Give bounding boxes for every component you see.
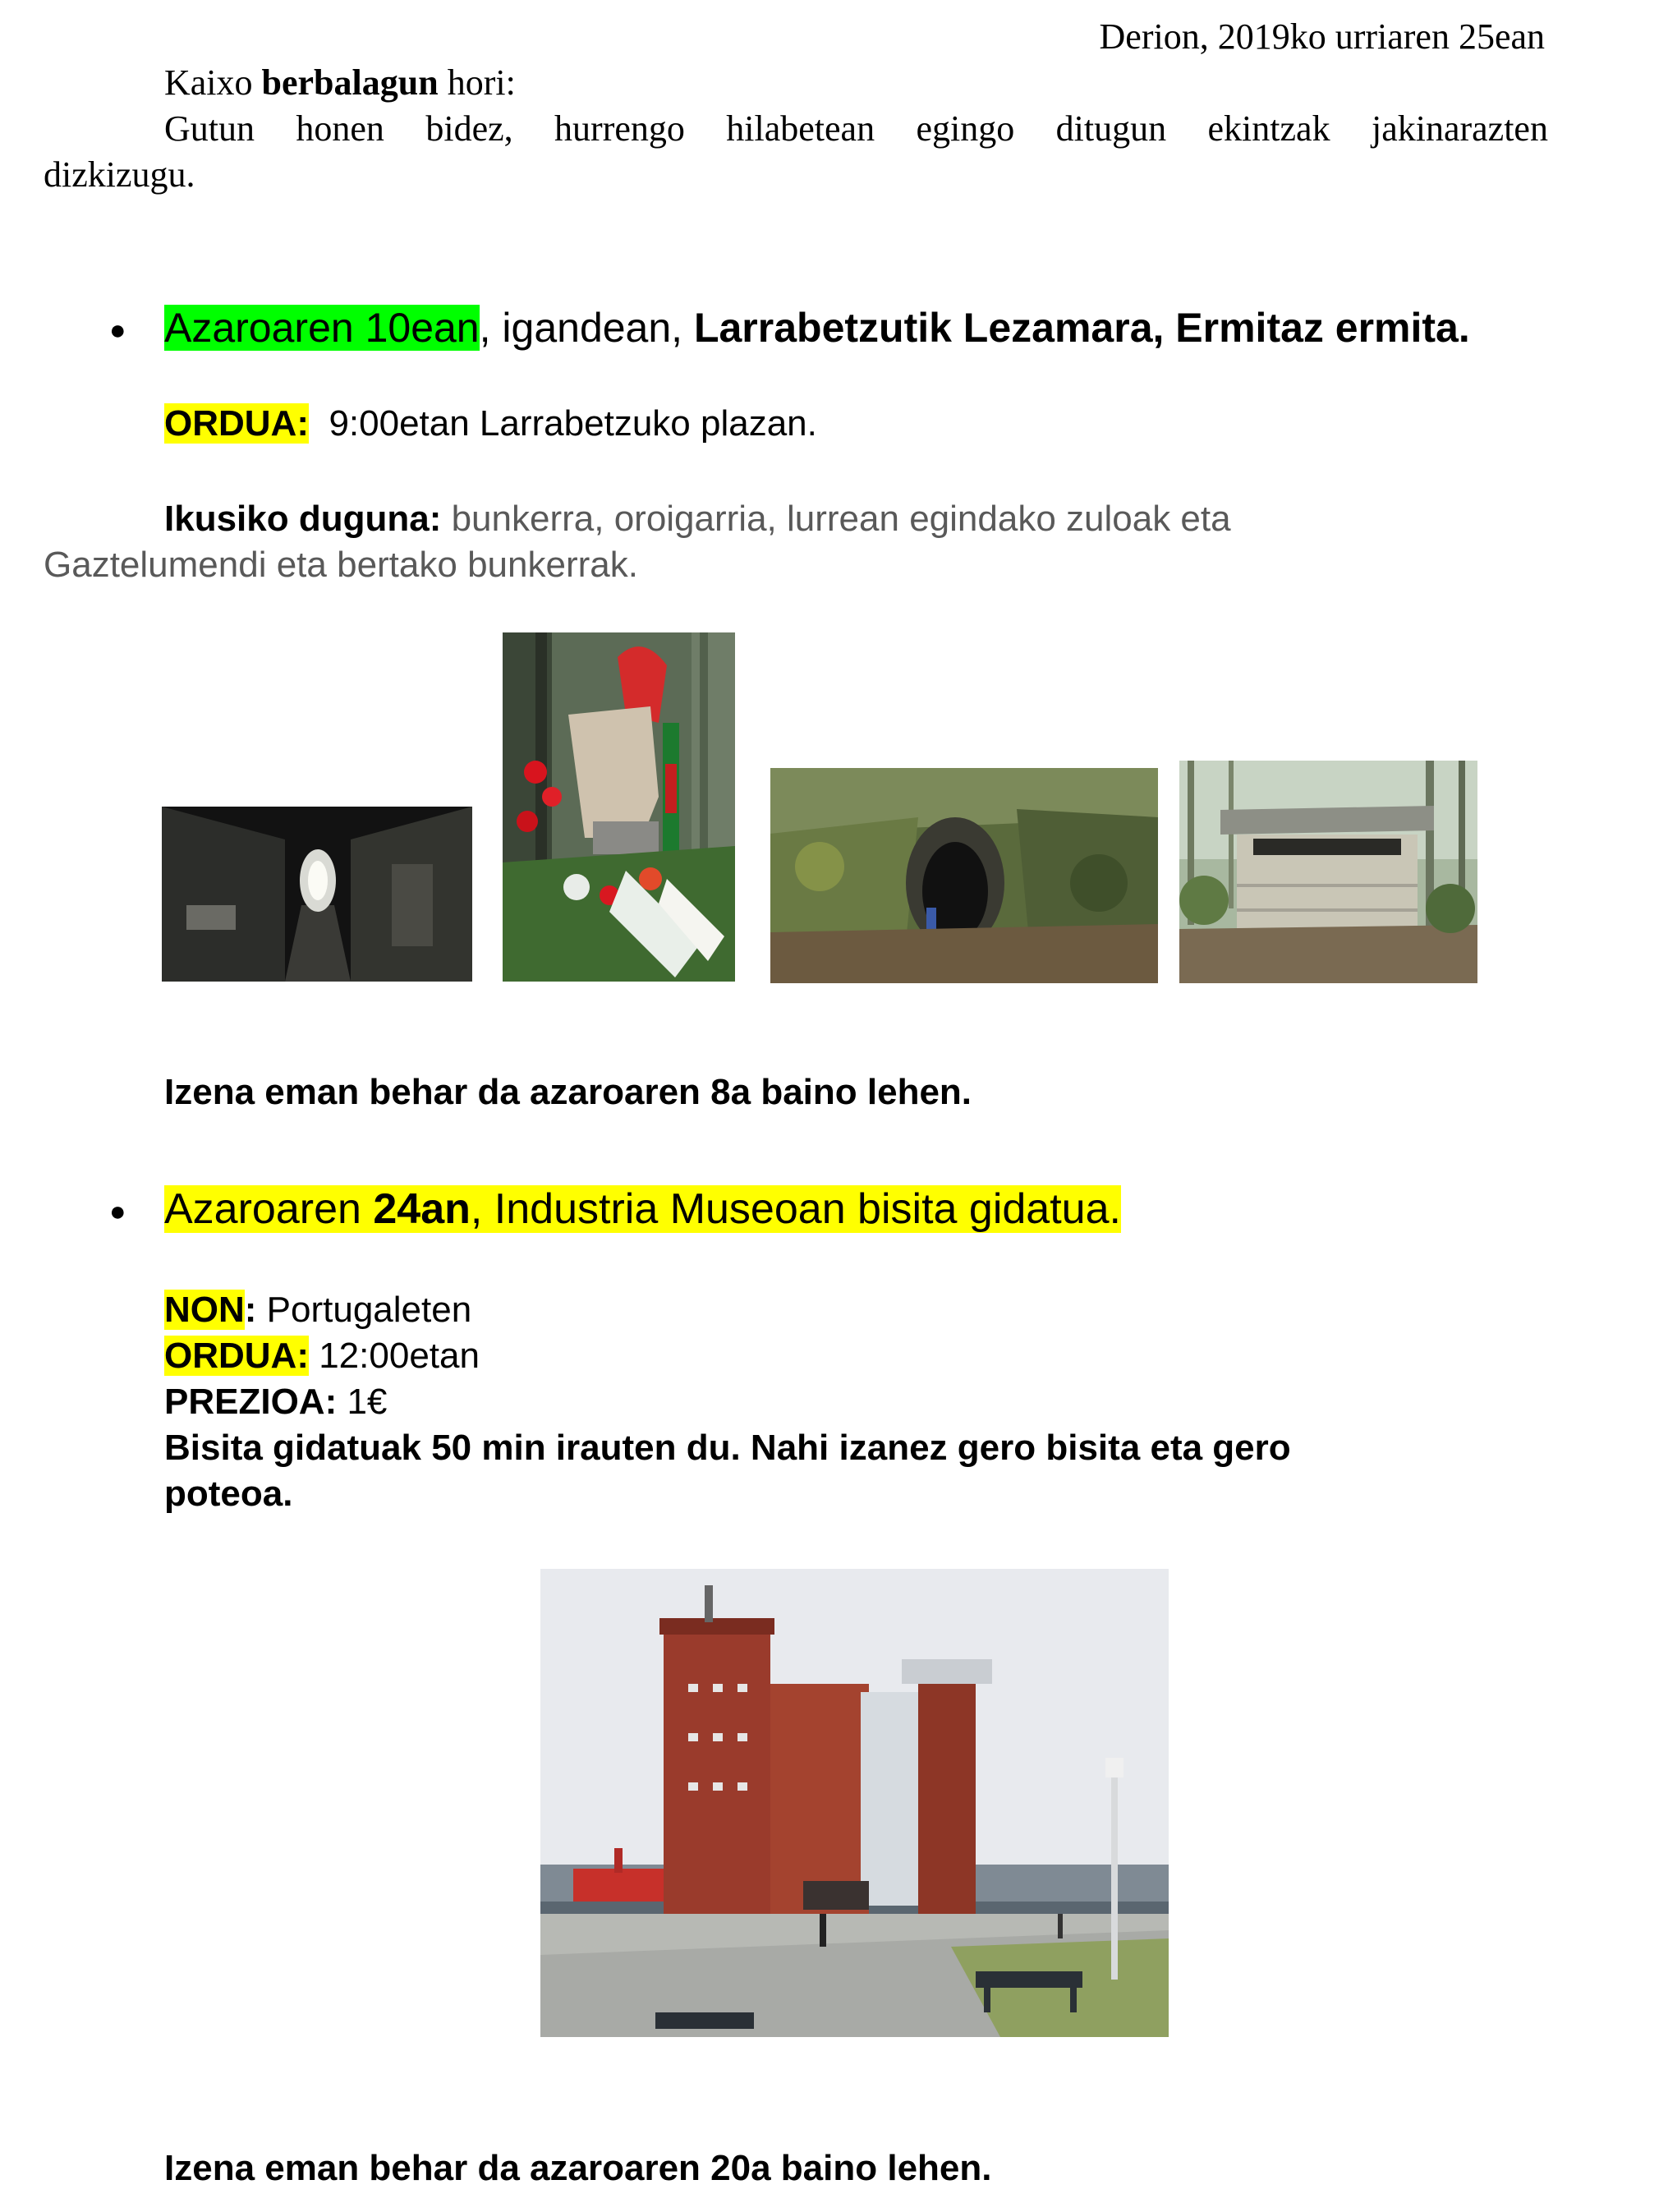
intro-word: honen bbox=[296, 108, 384, 149]
event2-price-value: 1€ bbox=[337, 1382, 388, 1422]
bullet-icon: ● bbox=[109, 1196, 126, 1227]
intro-word: bidez, bbox=[425, 108, 513, 149]
event1-time-label: ORDUA bbox=[164, 403, 297, 444]
event1-date: Azaroaren 10ean bbox=[164, 305, 480, 351]
event2-title-start: Azaroaren bbox=[164, 1185, 374, 1233]
event2-note-line-2: poteoa. bbox=[164, 1474, 293, 1514]
intro-line-2: dizkizugu. bbox=[44, 154, 195, 195]
greeting-end: hori: bbox=[438, 62, 516, 103]
event2-title-bold: 24an bbox=[373, 1185, 471, 1233]
event1-day: , igandean, bbox=[479, 305, 694, 351]
event2-time-value: 12:00etan bbox=[308, 1336, 480, 1376]
photo-cave bbox=[770, 768, 1158, 983]
event1-route: Larrabetzutik Lezamara, Ermitaz ermita. bbox=[693, 305, 1470, 351]
intro-word: Gutun bbox=[164, 108, 255, 149]
greeting-start: Kaixo bbox=[164, 62, 262, 103]
event1-registration: Izena eman behar da azaroaren 8a baino lehen. bbox=[164, 1072, 972, 1112]
event2-time bbox=[164, 1333, 480, 1379]
intro-word: ekintzak bbox=[1207, 108, 1330, 149]
greeting bbox=[164, 61, 516, 105]
photo-tunnel bbox=[162, 807, 472, 982]
event1-see-label: Ikusiko duguna: bbox=[164, 499, 442, 539]
intro-line-1 bbox=[164, 107, 1548, 151]
event2-note-line-1: Bisita gidatuak 50 min irauten du. Nahi izanez gero bisita eta gero bbox=[164, 1428, 1291, 1468]
event2-title bbox=[164, 1180, 1121, 1238]
event2-price-label: PREZIOA: bbox=[164, 1382, 338, 1422]
event2-time-label: ORDUA: bbox=[164, 1336, 309, 1376]
letter-date: Derion, 2019ko urriaren 25ean bbox=[1099, 16, 1545, 57]
event2-price bbox=[164, 1379, 387, 1425]
event2-place-value: Portugaleten bbox=[266, 1290, 472, 1330]
intro-word: ditugun bbox=[1055, 108, 1167, 149]
photo-memorial bbox=[503, 632, 735, 982]
event1-time: ORDUA: 9:00etan Larrabetzuko plazan. bbox=[164, 403, 817, 444]
bullet-icon: ● bbox=[109, 315, 126, 346]
intro-word: hilabetean bbox=[726, 108, 875, 149]
intro-word: egingo bbox=[916, 108, 1015, 149]
event1-see-value-1: bunkerra, oroigarria, lurrean egindako zuloak eta bbox=[441, 499, 1231, 539]
event1-title bbox=[164, 300, 1470, 356]
event2-place: NON: Portugaleten bbox=[164, 1290, 472, 1330]
event1-time-value: 9:00etan Larrabetzuko plazan. bbox=[329, 403, 817, 444]
photo-bunker bbox=[1179, 761, 1477, 983]
event2-place-label: NON bbox=[164, 1290, 245, 1330]
photo-industry-museum bbox=[540, 1569, 1169, 2037]
event1-see-line-2: Gaztelumendi eta bertako bunkerrak. bbox=[44, 545, 638, 585]
event1-see-line-1 bbox=[164, 496, 1231, 542]
intro-word: hurrengo bbox=[554, 108, 685, 149]
event2-registration: Izena eman behar da azaroaren 20a baino lehen. bbox=[164, 2148, 992, 2188]
intro-word: jakinarazten bbox=[1371, 108, 1548, 149]
event2-title-end: , Industria Museoan bisita gidatua. bbox=[470, 1185, 1121, 1233]
greeting-name: berbalagun bbox=[261, 62, 439, 103]
